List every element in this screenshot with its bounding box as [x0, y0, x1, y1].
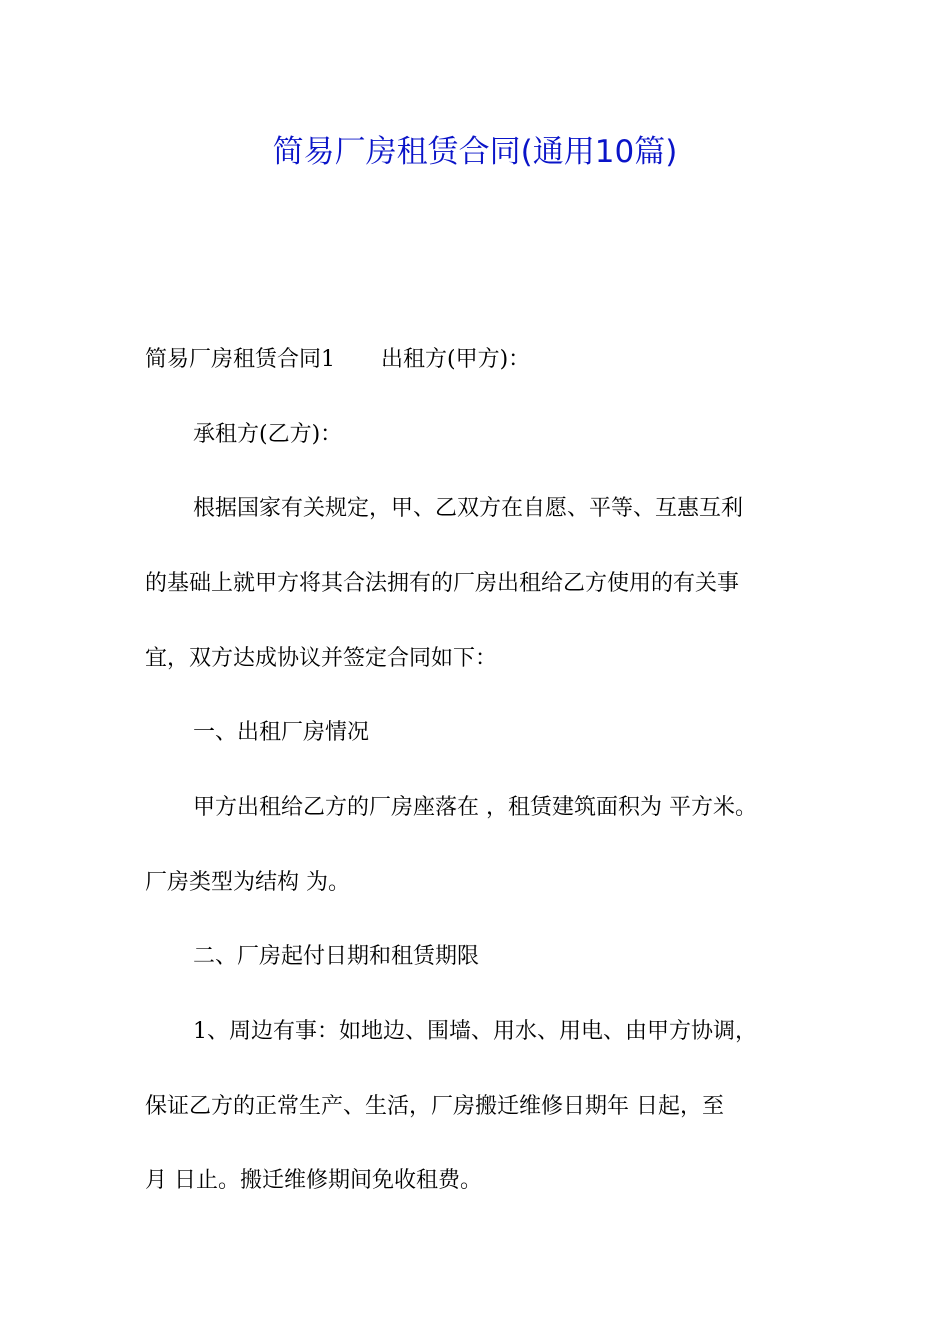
paragraph-line: 厂房类型为结构 为。 — [145, 870, 350, 895]
lessee-label: 承租方(乙方)： — [193, 422, 343, 447]
section-heading-2: 二、厂房起付日期和租赁期限 — [193, 944, 480, 969]
paragraph-line: 的基础上就甲方将其合法拥有的厂房出租给乙方使用的有关事 — [145, 571, 740, 596]
contract-heading: 简易厂房租赁合同1 — [145, 347, 335, 372]
lessor-label: 出租方(甲方)： — [381, 347, 531, 372]
document-title: 简易厂房租赁合同(通用10篇) — [272, 134, 678, 170]
paragraph-line-1 — [145, 345, 530, 375]
paragraph-line: 根据国家有关规定，甲、乙双方在自愿、平等、互惠互利 — [193, 496, 744, 521]
paragraph-line: 月 日止。搬迁维修期间免收租费。 — [145, 1168, 482, 1193]
paragraph-line: 1、周边有事：如地边、围墙、用水、用电、由甲方协调， — [193, 1019, 757, 1044]
paragraph-line: 保证乙方的正常生产、生活，厂房搬迁维修日期年 日起，至 — [145, 1094, 724, 1119]
section-heading-1: 一、出租厂房情况 — [193, 720, 370, 745]
paragraph-line: 宜，双方达成协议并签定合同如下： — [145, 646, 498, 671]
paragraph-line: 甲方出租给乙方的厂房座落在 ，租赁建筑面积为 平方米。 — [193, 795, 757, 820]
